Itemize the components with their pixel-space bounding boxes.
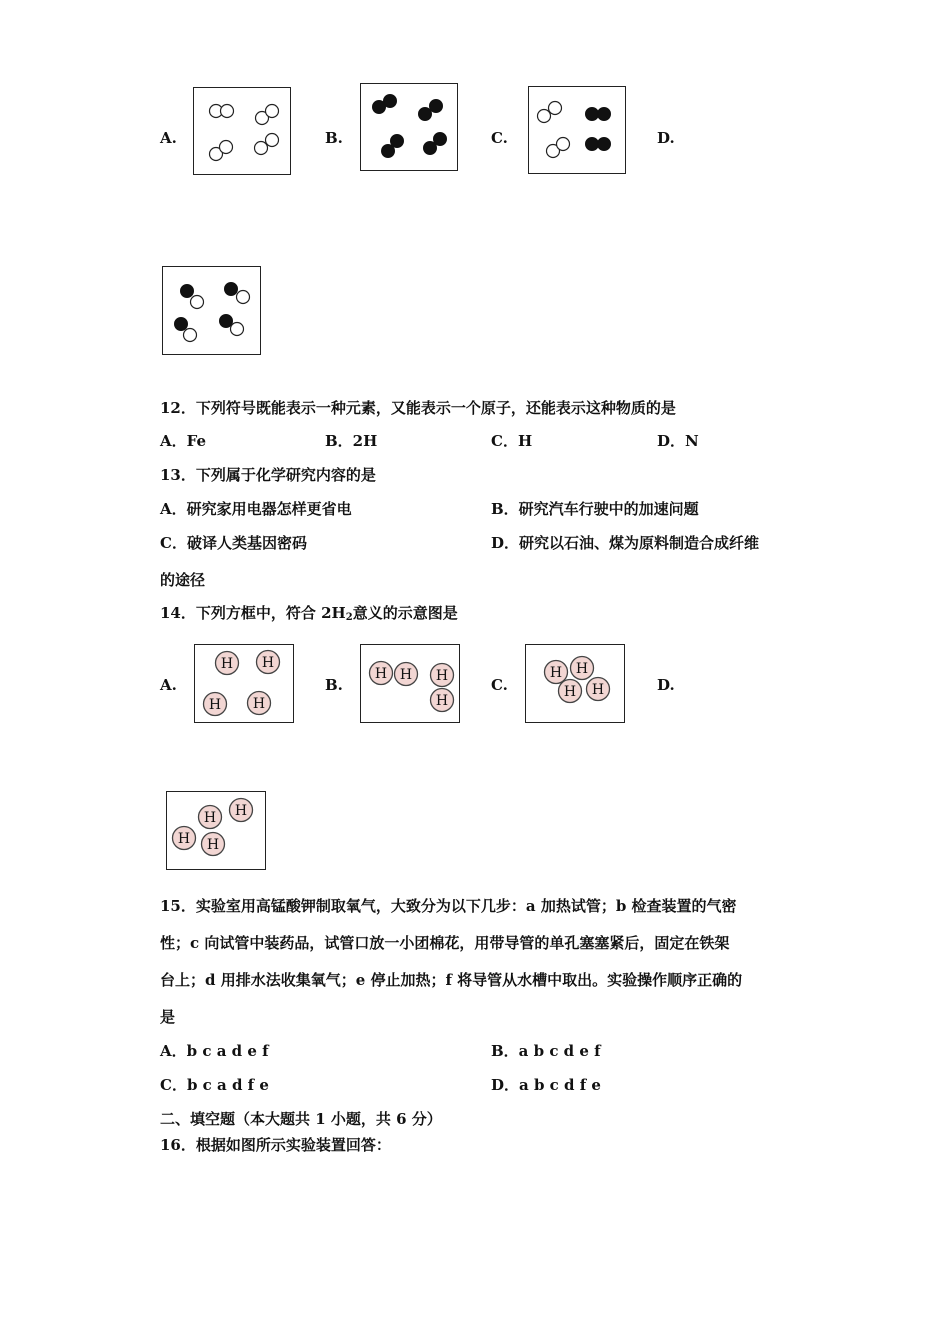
q11-option-a-diagram	[193, 87, 291, 175]
hydrogen-atom	[257, 651, 280, 674]
q14-option-a-label: A.	[160, 676, 177, 694]
hydrogen-atom	[545, 661, 568, 684]
q14-option-b-label: B.	[325, 676, 343, 694]
svg-text:H: H	[549, 665, 563, 681]
q11-option-d-label: D.	[657, 129, 675, 147]
hydrogen-atom	[370, 662, 393, 685]
svg-text:H: H	[206, 837, 220, 853]
q12-option-a: A．Fe	[160, 432, 207, 450]
hydrogen-atom	[559, 680, 582, 703]
svg-text:H: H	[252, 696, 266, 712]
hydrogen-atom	[230, 799, 253, 822]
q11-option-d-diagram	[162, 266, 261, 355]
hydrogen-atom	[173, 827, 196, 850]
q14-option-c-label: C.	[491, 676, 508, 694]
q15-option-c: C．b c a d f e	[160, 1076, 269, 1094]
hydrogen-atom	[216, 652, 239, 675]
svg-text:H: H	[208, 697, 222, 713]
hydrogen-atom	[587, 678, 610, 701]
svg-text:H: H	[261, 655, 275, 671]
q11-option-a-label: A.	[160, 129, 177, 147]
svg-text:H: H	[234, 803, 248, 819]
q14-option-d-label: D.	[657, 676, 675, 694]
q14-option-a-diagram	[194, 644, 294, 723]
q14-stem: 14．下列方框中，符合 $2H_2$意义的示意图是	[160, 604, 458, 623]
q14-option-c-diagram	[525, 644, 625, 723]
q12-option-c: C．H	[491, 432, 533, 450]
svg-text:H: H	[575, 661, 589, 677]
q15-stem-line-2: 性；c 向试管中装药品，试管口放一小团棉花，用带导管的单孔塞塞紧后，固定在铁架	[160, 934, 730, 952]
hydrogen-atom	[248, 692, 271, 715]
svg-text:H: H	[591, 682, 605, 698]
q13-option-c: C．破译人类基因密码	[160, 534, 307, 552]
hydrogen-atom	[199, 806, 222, 829]
q11-option-b-diagram	[360, 83, 458, 171]
q15-stem-line-3: 台上；d 用排水法收集氧气；e 停止加热；f 将导管从水槽中取出。实验操作顺序正确的	[160, 971, 743, 989]
svg-text:H: H	[374, 666, 388, 682]
q11-option-c-label: C.	[491, 129, 508, 147]
q15-stem-line-1: 15．实验室用高锰酸钾制取氧气，大致分为以下几步：a 加热试管；b 检查装置的气密	[160, 897, 737, 915]
q11-option-b-label: B.	[325, 129, 343, 147]
q15-stem-line-4: 是	[160, 1008, 176, 1026]
q13-option-d-continuation: 的途径	[160, 571, 206, 589]
q14-option-d-diagram	[166, 791, 266, 870]
q12-option-d: D．N	[657, 432, 699, 450]
svg-text:H: H	[399, 667, 413, 683]
q15-option-d: D．a b c d f e	[491, 1076, 601, 1094]
q11-option-c-diagram	[528, 86, 626, 174]
section-2-title: 二、填空题（本大题共 1 小题，共 6 分）	[160, 1110, 442, 1128]
svg-text:H: H	[203, 810, 217, 826]
q13-stem: 13．下列属于化学研究内容的是	[160, 466, 376, 484]
q15-option-a: A．b c a d e f	[160, 1042, 269, 1060]
svg-text:H: H	[220, 656, 234, 672]
svg-text:H: H	[435, 668, 449, 684]
q13-option-d: D．研究以石油、煤为原料制造合成纤维	[491, 534, 760, 552]
svg-text:H: H	[435, 693, 449, 709]
hydrogen-atom	[431, 664, 454, 687]
hydrogen-atom	[571, 657, 594, 680]
q13-option-a: A．研究家用电器怎样更省电	[160, 500, 352, 518]
hydrogen-atom	[395, 663, 418, 686]
hydrogen-atom	[202, 833, 225, 856]
q14-option-b-diagram	[360, 644, 460, 723]
q15-option-b: B．a b c d e f	[491, 1042, 601, 1060]
svg-text:H: H	[177, 831, 191, 847]
q16-stem: 16．根据如图所示实验装置回答：	[160, 1136, 391, 1154]
q12-stem: 12．下列符号既能表示一种元素，又能表示一个原子，还能表示这种物质的是	[160, 399, 676, 417]
hydrogen-atom	[204, 693, 227, 716]
svg-text:H: H	[563, 684, 577, 700]
hydrogen-atom	[431, 689, 454, 712]
q13-option-b: B．研究汽车行驶中的加速问题	[491, 500, 699, 518]
q12-option-b: B．2H	[325, 432, 378, 450]
